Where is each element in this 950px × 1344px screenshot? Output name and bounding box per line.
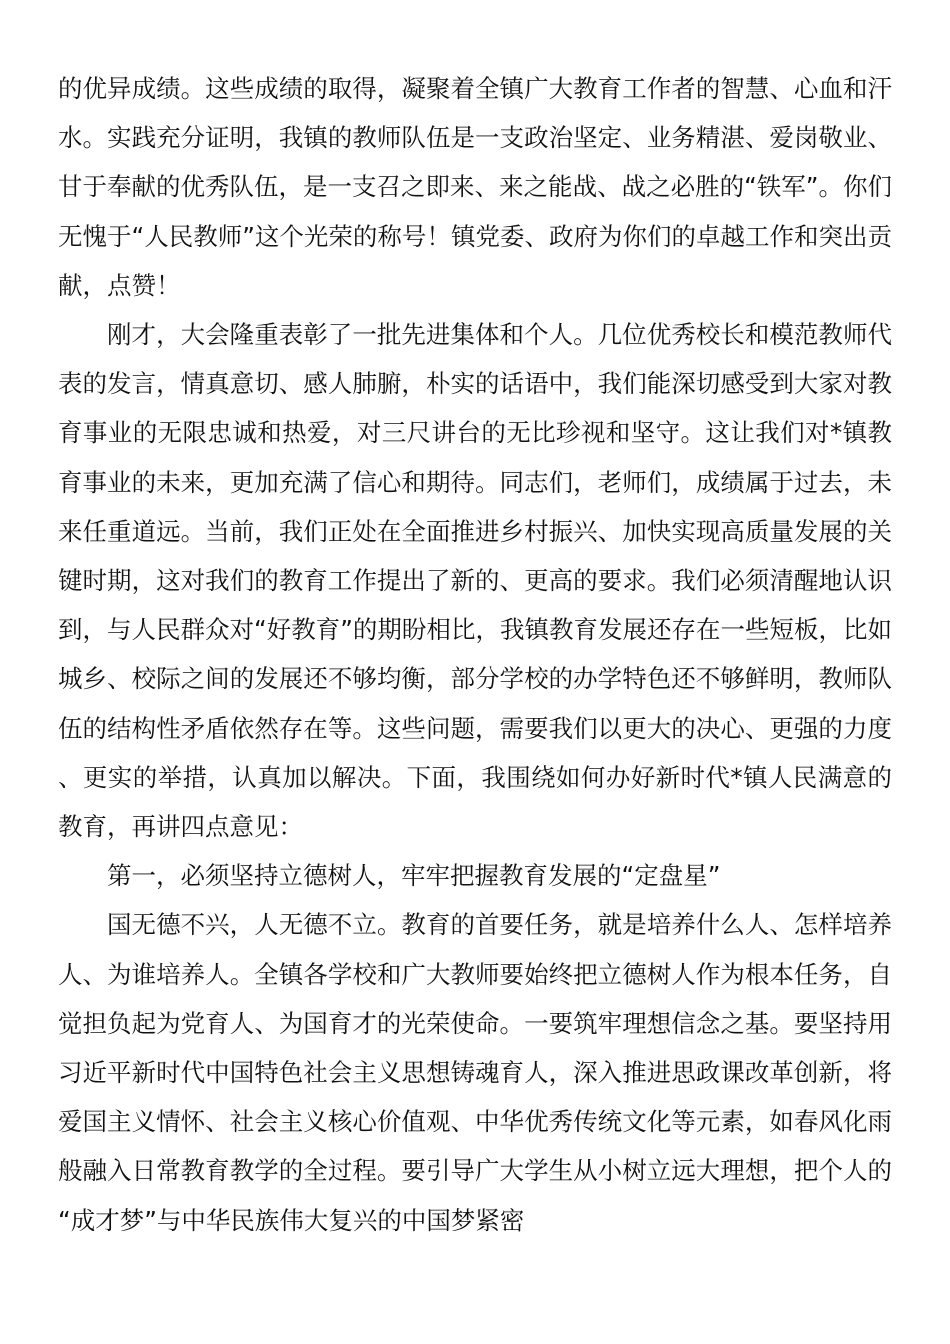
- section-heading-first: 第一，必须坚持立德树人，牢牢把握教育发展的“定盘星”: [107, 861, 721, 891]
- paragraph-moral-education: 国无德不兴，人无德不立。教育的首要任务，就是培养什么人、怎样培养人、为谁培养人。全镇各学校和广大教师要始终把立德树人作为根本任务，自觉担负起为党育人、为国育才的光荣使命。一要筑牢理想信念之基。要坚持用习近平新时代中国特色社会主义思想铸魂育人，深入推进思政课改革创新，将爱国主义情怀、社会主义核心价值观、中华优秀传统文化等元素，如春风化雨般融入日常教育教学的全过程。要引导广大学生从小树立远大理想，把个人的“成才梦”与中华民族伟大复兴的中国梦紧密: [58, 910, 892, 1235]
- paragraph-continuation: 的优异成绩。这些成绩的取得，凝聚着全镇广大教育工作者的智慧、心血和汗水。实践充分证明，我镇的教师队伍是一支政治坚定、业务精湛、爱岗敬业、甘于奉献的优秀队伍，是一支召之即来、来之能战、战之必胜的“铁军”。你们无愧于“人民教师”这个光荣的称号！镇党委、政府为你们的卓越工作和突出贡献，点赞！: [58, 74, 892, 300]
- document-body: [58, 64, 892, 1245]
- paragraph-commendation: 刚才，大会隆重表彰了一批先进集体和个人。几位优秀校长和模范教师代表的发言，情真意切、感人肺腑，朴实的话语中，我们能深切感受到大家对教育事业的无限忠诚和热爱，对三尺讲台的无比珍视和坚守。这让我们对*镇教育事业的未来，更加充满了信心和期待。同志们，老师们，成绩属于过去，未来任重道远。当前，我们正处在全面推进乡村振兴、加快实现高质量发展的关键时期，这对我们的教育工作提出了新的、更高的要求。我们必须清醒地认识到，与人民群众对“好教育”的期盼相比，我镇教育发展还存在一些短板，比如城乡、校际之间的发展还不够均衡，部分学校的办学特色还不够鲜明，教师队伍的结构性矛盾依然存在等。这些问题，需要我们以更大的决心、更强的力度、更实的举措，认真加以解决。下面，我围绕如何办好新时代*镇人民满意的教育，再讲四点意见：: [58, 320, 892, 842]
